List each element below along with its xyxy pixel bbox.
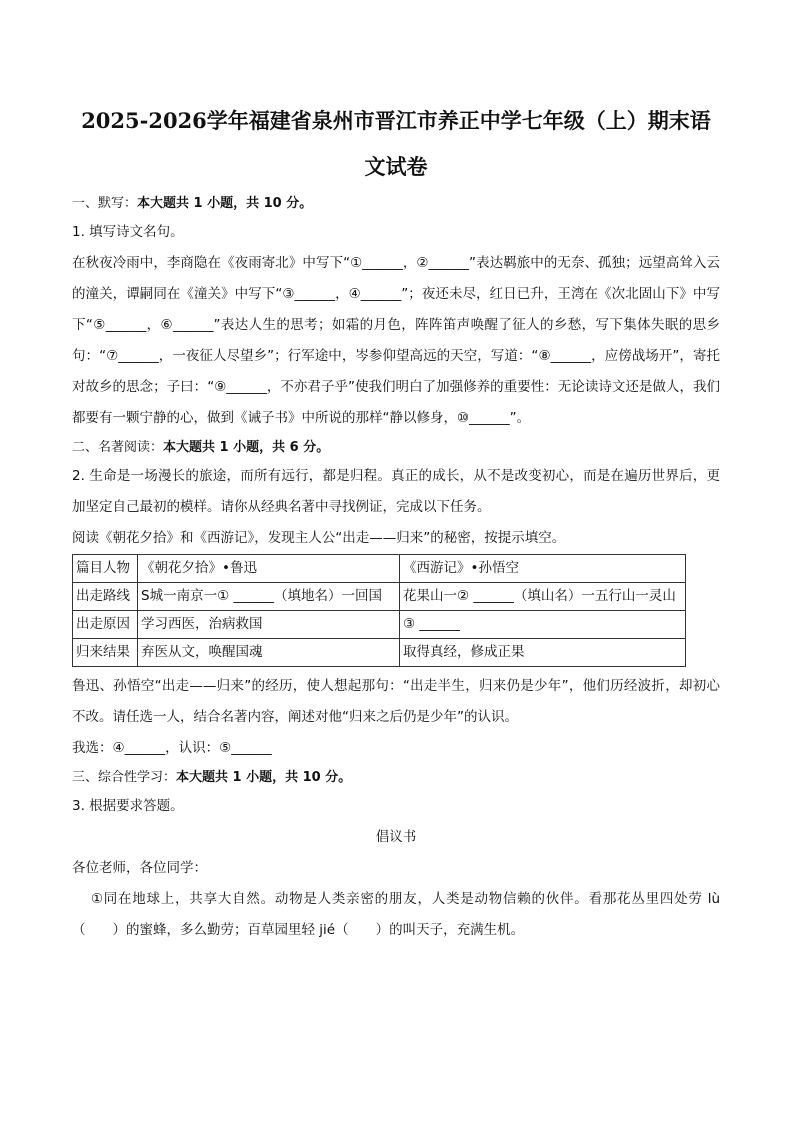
table-cell: 篇目人物 xyxy=(73,555,138,583)
section-1-prefix: 一、默写： xyxy=(72,196,138,211)
table-cell: S城一南京一① ______（填地名）一回国 xyxy=(138,583,400,611)
exam-page xyxy=(72,98,720,946)
question-2-intro: 阅读《朝花夕拾》和《西游记》，发现主人公“出走——归来”的秘密，按提示填空。 xyxy=(72,530,566,546)
question-1-stem: 1. 填写诗文名句。 xyxy=(72,224,184,240)
question-2-after: 鲁迅、孙悟空“出走——归来”的经历，使人想起那句：“出走半生，归来仍是少年”，他们历经波折，却初心不改。请任选一人，结合名著内容，阐述对他“归来之后仍是少年”的认识。 xyxy=(72,678,720,725)
table-cell: 出走路线 xyxy=(73,583,138,611)
proposal-title: 倡议书 xyxy=(375,829,417,845)
proposal-greeting: 各位老师，各位同学： xyxy=(72,860,207,876)
table-cell: ③ ______ xyxy=(400,611,686,639)
section-2-heading xyxy=(72,434,720,461)
table-row xyxy=(73,639,686,667)
table-row xyxy=(73,611,686,639)
table-cell: 出走原因 xyxy=(73,611,138,639)
exam-title: 2025-2026学年福建省泉州市晋江市养正中学七年级（上）期末语文试卷 xyxy=(81,108,711,179)
section-1-info: 本大题共 1 小题，共 10 分。 xyxy=(137,196,313,211)
section-3-info: 本大题共 1 小题，共 10 分。 xyxy=(176,770,352,785)
table-row xyxy=(73,555,686,583)
section-3-heading xyxy=(72,764,720,791)
question-2-choose: 我选：④______，认识：⑤______ xyxy=(72,740,272,756)
proposal-paragraph-1: ①同在地球上，共享大自然。动物是人类亲密的朋友，人类是动物信赖的伙伴。看那花丛里四处劳 lù（ ）的蜜蜂，多么勤劳；百草园里轻 jié（ ）的叫天子，充满生机。 xyxy=(72,891,720,938)
section-1-heading xyxy=(72,190,720,217)
table-cell: 取得真经，修成正果 xyxy=(400,639,686,667)
table-cell: 《西游记》•孙悟空 xyxy=(400,555,686,583)
question-1-body: 在秋夜冷雨中，李商隐在《夜雨寄北》中写下“①______，②______”表达羁旅中的无奈、孤独；远望高耸入云的潼关，谭嗣同在《潼关》中写下“③______，④______”；夜还未尽，红日已升，王湾在《次北固山下》中写下“⑤______，⑥______”表达人生的思考；如霜的月色，阵阵笛声唤醒了征人的乡愁，写下集体失眠的思乡句：“⑦______，一夜征人尽望乡”；行军途中，岑参仰望高远的天空，写道：“⑧______，应傍战场开”，寄托对故乡的思念；子曰：“⑨______，不亦君子乎”使我们明白了加强修养的重要性：无论读诗文还是做人，我们都要有一颗宁静的心，做到《诫子书》中所说的那样“静以修身，⑩______”。 xyxy=(72,255,720,426)
table-cell: 学习西医，治病救国 xyxy=(138,611,400,639)
question-2-stem: 2. 生命是一场漫长的旅途，而所有远行，都是归程。真正的成长，从不是改变初心，而是在遍历世界后，更加坚定自己最初的模样。请你从经典名著中寻找例证，完成以下任务。 xyxy=(72,468,720,515)
section-2-prefix: 二、名著阅读： xyxy=(72,440,164,455)
journey-table xyxy=(72,554,686,667)
table-cell: 归来结果 xyxy=(73,639,138,667)
table-cell: 《朝花夕拾》•鲁迅 xyxy=(138,555,400,583)
table-cell: 弃医从文，唤醒国魂 xyxy=(138,639,400,667)
table-row xyxy=(73,583,686,611)
section-3-prefix: 三、综合性学习： xyxy=(72,770,177,785)
question-3-stem: 3. 根据要求答题。 xyxy=(72,798,184,814)
section-2-info: 本大题共 1 小题，共 6 分。 xyxy=(163,440,330,455)
table-cell: 花果山一② ______（填山名）一五行山一灵山 xyxy=(400,583,686,611)
